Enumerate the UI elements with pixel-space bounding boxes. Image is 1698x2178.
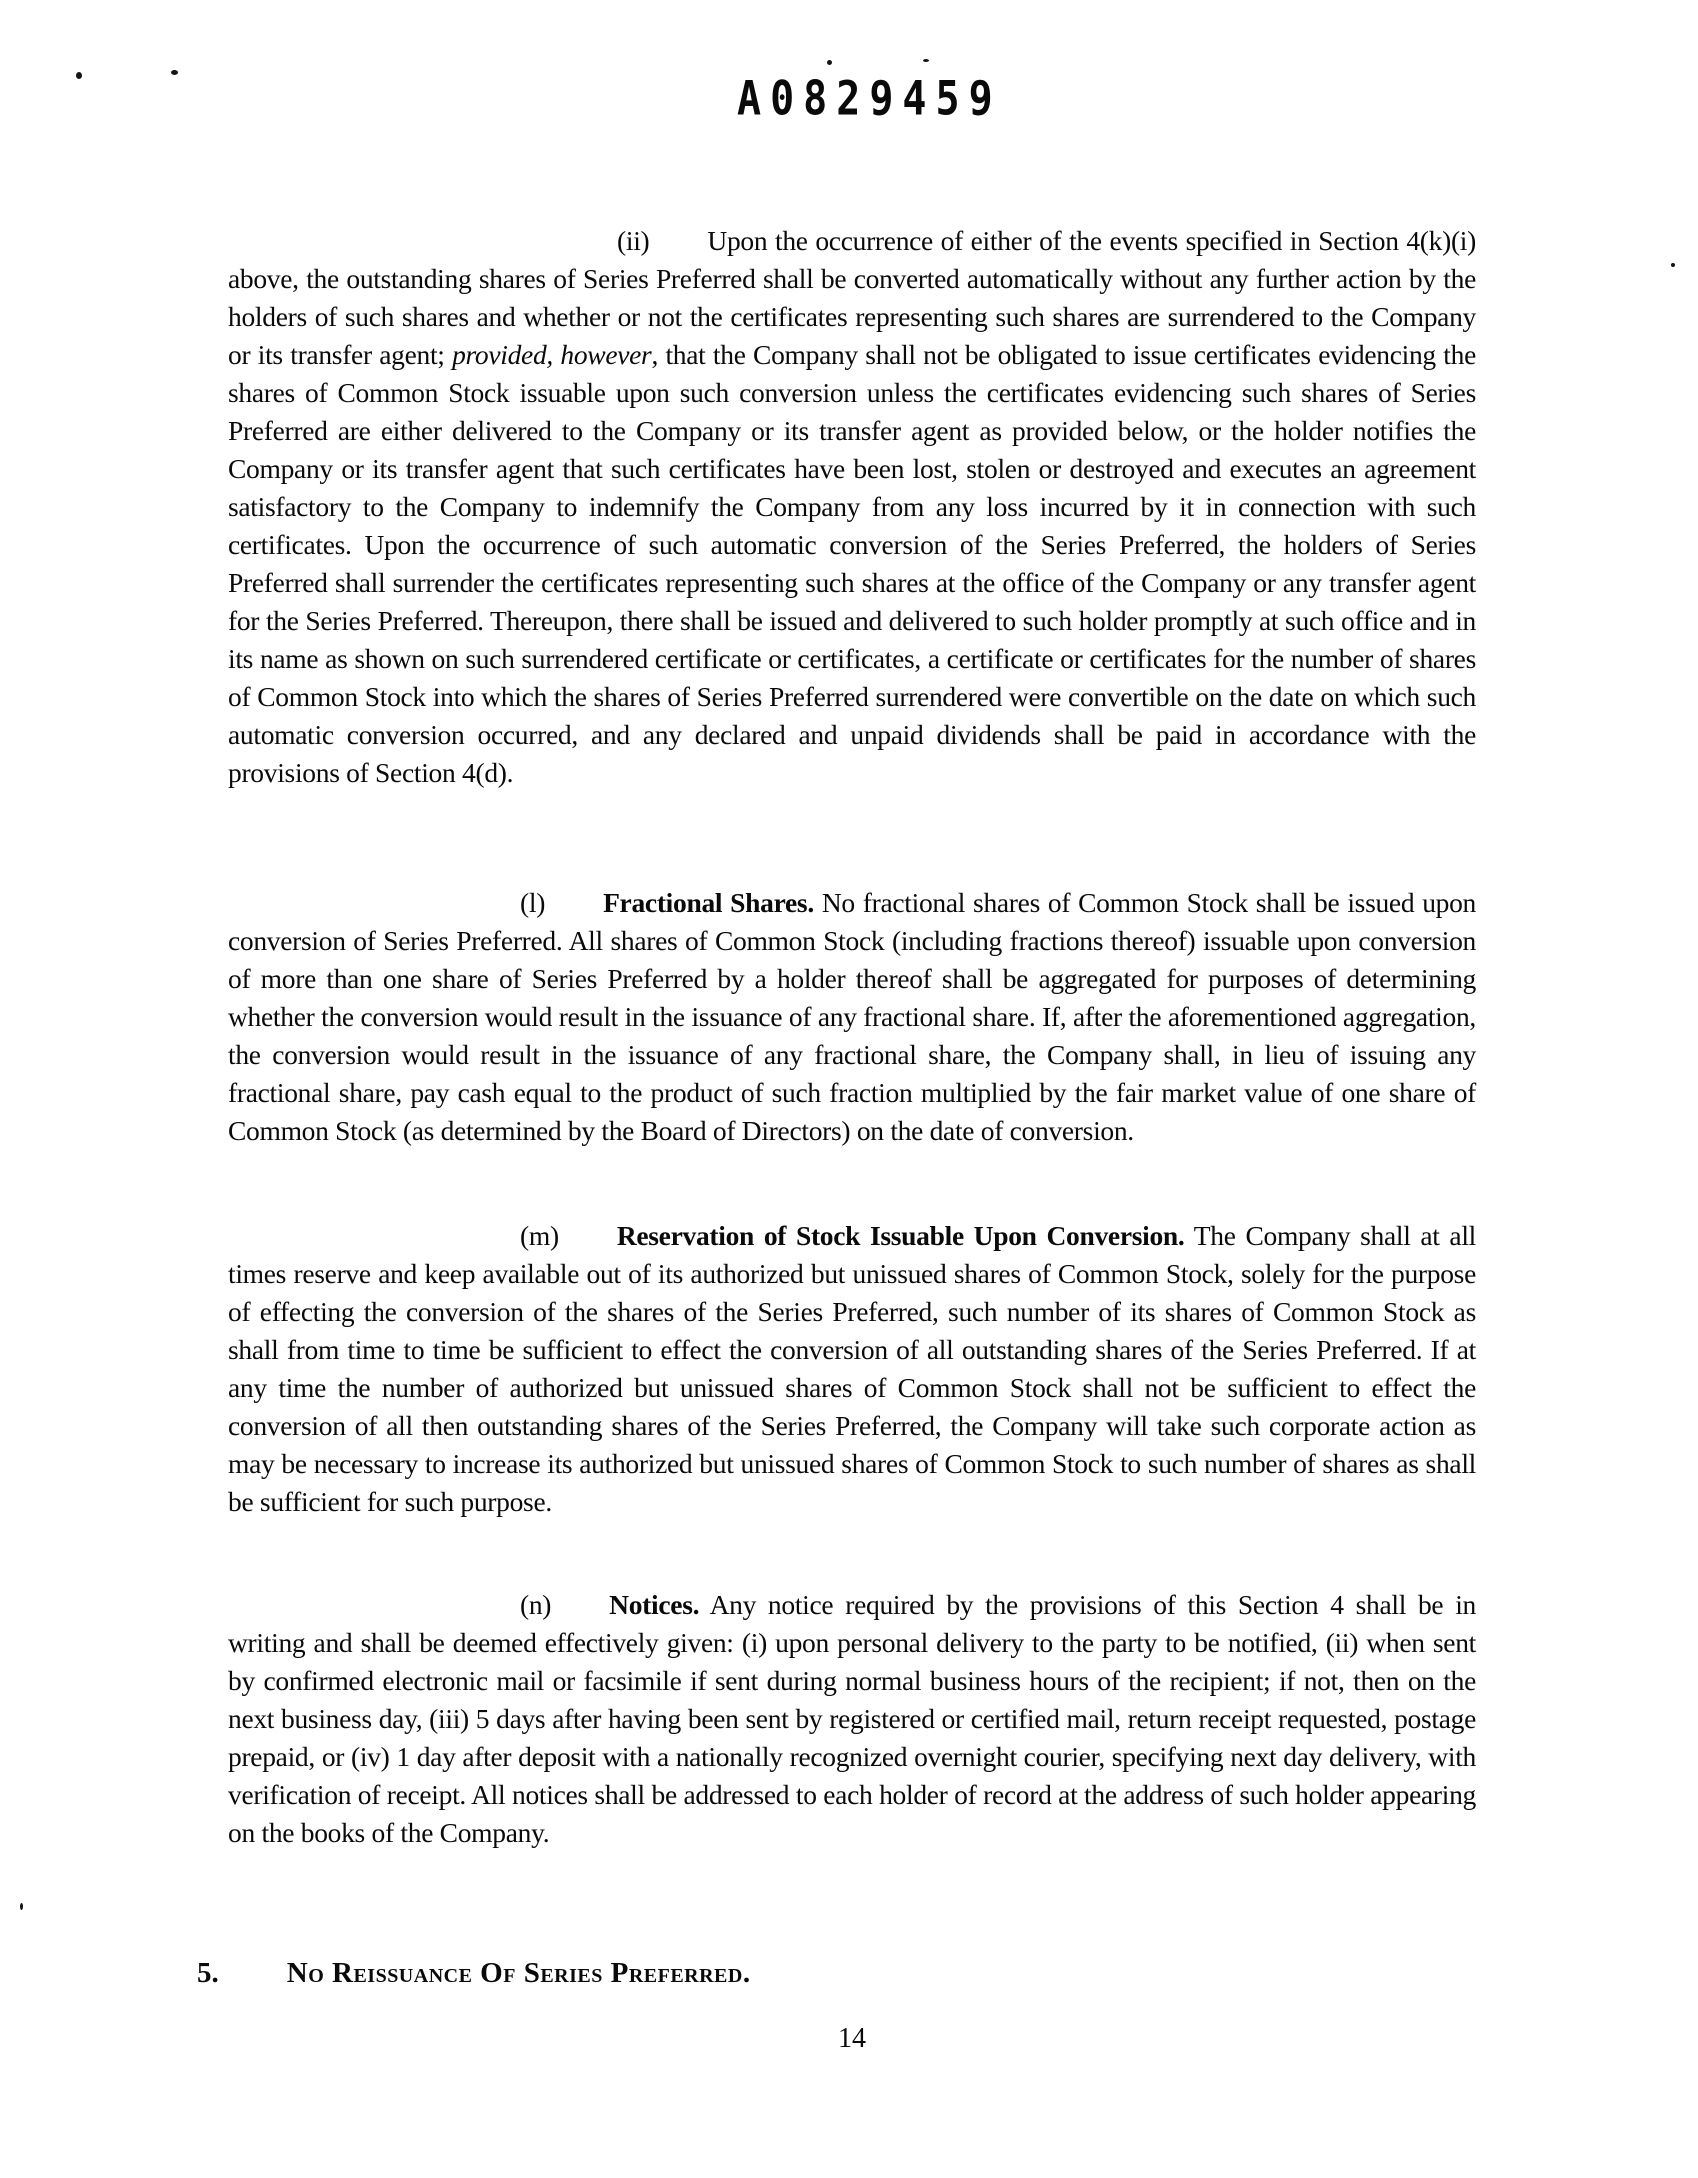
paragraph-label: (n) [520, 1589, 552, 1620]
paragraph-label: (m) [520, 1220, 559, 1251]
body-text [228, 0, 1476, 2178]
scan-artifact-dot [923, 59, 929, 62]
scan-artifact-dot [171, 70, 178, 75]
page-number: 14 [838, 2023, 866, 2054]
text-segment: Notices. [609, 1589, 700, 1620]
text-segment: Reservation of Stock Issuable Upon Conversion. [616, 1220, 1185, 1251]
text-segment: No fractional shares of Common Stock shall be issued upon conversion of Series Preferred. All shares of Common Stock (including fractions thereof) issuable upon conversion of more than one share of Series Preferred by a holder thereof shall be aggregated for purposes of determining whether the conversion would result in the issuance of any fractional share. If, after the aforementioned aggregation, the conversion would result in the issuance of any fractional share, the Company shall, in lieu of issuing any fractional share, pay cash equal to the product of such fraction multiplied by the fair market value of one share of Common Stock (as determined by the Board of Directors) on the date of conversion. [228, 887, 1477, 1146]
section-title: No Reissuance Of Series Preferred. [286, 1957, 751, 1989]
paragraph-label: (ii) [617, 225, 650, 256]
document-stamp: A0829459 [737, 72, 1002, 127]
scan-artifact-dot [1671, 263, 1675, 267]
paragraph-m [228, 1217, 1476, 1521]
paragraph-ii [228, 222, 1476, 792]
paragraph-label: (l) [520, 887, 546, 918]
paragraph-l [228, 884, 1476, 1150]
text-segment: Any notice required by the provisions of this Section 4 shall be in writing and shall be deemed effectively given: (i) upon personal delivery to the party to be notified, (ii) when sent by confirmed electronic mail or facsimile if sent during normal business hours of the recipient; if not, then on the next business day, (iii) 5 days after having been sent by registered or certified mail, return receipt requested, postage prepaid, or (iv) 1 day after deposit with a nationally recognized overnight courier, specifying next day delivery, with verification of receipt. All notices shall be addressed to each holder of record at the address of such holder appearing on the books of the Company. [228, 1589, 1476, 1848]
text-segment: Upon the occurrence of either of the events specified in Section 4(k)(i) above, the outstanding shares of Series Preferred shall be converted automatically without any further action by the holders of such shares and whether or not the certificates representing such shares are surrendered to the Company or its transfer agent; [228, 225, 1476, 370]
scan-artifact-dot [827, 60, 832, 65]
scan-artifact-dot [76, 72, 82, 79]
text-segment: The Company shall at all times reserve and keep available out of its authorized but unissued shares of Common Stock, solely for the purpose of effecting the conversion of the shares of the Series Preferred, such number of its shares of Common Stock as shall from time to time be sufficient to effect the conversion of all outstanding shares of the Series Preferred. If at any time the number of authorized but unissued shares of Common Stock shall not be sufficient to effect the conversion of all then outstanding shares of the Series Preferred, the Company will take such corporate action as may be necessary to increase its authorized but unissued shares of Common Stock to such number of shares as shall be sufficient for such purpose. [228, 1220, 1476, 1517]
text-segment: , that the Company shall not be obligated to issue certificates evidencing the shares of Common Stock issuable upon such conversion unless the certificates evidencing such shares of Series Preferred are either delivered to the Company or its transfer agent as provided below, or the holder notifies the Company or its transfer agent that such certificates have been lost, stolen or destroyed and executes an agreement satisfactory to the Company to indemnify the Company from any loss incurred by it in connection with such certificates. Upon the occurrence of such automatic conversion of the Series Preferred, the holders of Series Preferred shall surrender the certificates representing such shares at the office of the Company or any transfer agent for the Series Preferred. Thereupon, there shall be issued and delivered to such holder promptly at such office and in its name as shown on such surrendered certificate or certificates, a certificate or certificates for the number of shares of Common Stock into which the shares of Series Preferred surrendered were convertible on the date on which such automatic conversion occurred, and any declared and unpaid dividends shall be paid in accordance with the provisions of Section 4(d). [228, 339, 1477, 788]
scan-artifact-dot [20, 1903, 23, 1910]
text-segment: Fractional Shares. [603, 887, 814, 918]
text-segment: provided, however [452, 339, 652, 370]
section-5-heading [197, 1954, 751, 1992]
paragraph-n [228, 1586, 1476, 1852]
section-number: 5. [197, 1957, 219, 1989]
